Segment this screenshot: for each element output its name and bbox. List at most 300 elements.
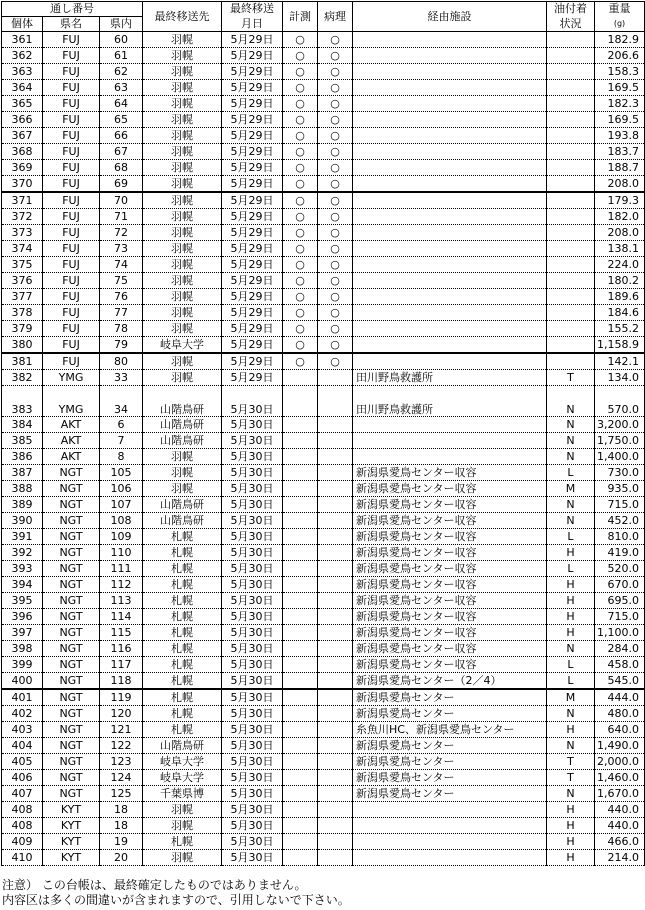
cell-weight: 1,750.0 bbox=[595, 433, 645, 449]
cell-last-date: 5月29日 bbox=[222, 241, 283, 257]
cell-weight: 810.0 bbox=[595, 529, 645, 545]
cell-prefecture: KYT bbox=[43, 802, 100, 818]
cell-last-destination: 岐阜大学 bbox=[143, 754, 222, 770]
cell-last-date: 5月30日 bbox=[222, 850, 283, 866]
cell-individual: 390 bbox=[2, 513, 43, 529]
cell-individual: 394 bbox=[2, 577, 43, 593]
cell-last-date: 5月29日 bbox=[222, 144, 283, 160]
cell-via-facility: 新潟県愛鳥センター収容 bbox=[353, 513, 547, 529]
cell-last-date: 5月29日 bbox=[222, 225, 283, 241]
cell-last-destination: 札幌 bbox=[143, 609, 222, 625]
table-row bbox=[2, 257, 645, 273]
cell-in-prefecture: 124 bbox=[100, 770, 143, 786]
cell-last-destination: 札幌 bbox=[143, 577, 222, 593]
header-oil-top: 油付着 bbox=[547, 2, 595, 17]
cell-oil: N bbox=[547, 417, 595, 433]
cell-oil: N bbox=[547, 497, 595, 513]
cell-individual: 404 bbox=[2, 738, 43, 754]
cell-last-destination: 札幌 bbox=[143, 673, 222, 690]
table-row bbox=[2, 305, 645, 321]
cell-via-facility: 新潟県愛鳥センター bbox=[353, 706, 547, 722]
cell-pathology bbox=[318, 673, 353, 690]
ledger-table bbox=[1, 1, 645, 866]
cell-last-destination: 羽幌 bbox=[143, 465, 222, 481]
cell-prefecture: AKT bbox=[43, 449, 100, 465]
cell-individual: 403 bbox=[2, 722, 43, 738]
cell-measure bbox=[283, 850, 318, 866]
cell-oil: N bbox=[547, 786, 595, 802]
cell-pathology bbox=[318, 370, 353, 386]
table-row bbox=[2, 112, 645, 128]
cell-via-facility bbox=[353, 337, 547, 354]
cell-pathology: ○ bbox=[318, 321, 353, 337]
cell-in-prefecture: 7 bbox=[100, 433, 143, 449]
cell-last-destination: 山階鳥研 bbox=[143, 497, 222, 513]
cell-individual: 382 bbox=[2, 370, 43, 386]
cell-last-destination: 羽幌 bbox=[143, 289, 222, 305]
table-row bbox=[2, 209, 645, 225]
cell-last-date: 5月29日 bbox=[222, 176, 283, 193]
cell-prefecture: AKT bbox=[43, 417, 100, 433]
cell-in-prefecture: 71 bbox=[100, 209, 143, 225]
cell-prefecture: FUJ bbox=[43, 96, 100, 112]
cell-weight: 640.0 bbox=[595, 722, 645, 738]
cell-last-date: 5月29日 bbox=[222, 160, 283, 176]
cell-last-date: 5月30日 bbox=[222, 834, 283, 850]
table-row bbox=[2, 802, 645, 818]
cell-in-prefecture: 70 bbox=[100, 192, 143, 209]
cell-measure: ○ bbox=[283, 192, 318, 209]
cell-oil bbox=[547, 128, 595, 144]
cell-measure: ○ bbox=[283, 144, 318, 160]
table-row bbox=[2, 144, 645, 160]
cell-prefecture: FUJ bbox=[43, 176, 100, 193]
cell-weight: 182.3 bbox=[595, 96, 645, 112]
cell-last-date: 5月29日 bbox=[222, 96, 283, 112]
cell-measure bbox=[283, 513, 318, 529]
cell-oil: L bbox=[547, 529, 595, 545]
cell-pathology: ○ bbox=[318, 225, 353, 241]
cell-weight: 193.8 bbox=[595, 128, 645, 144]
cell-weight: 570.0 bbox=[595, 386, 645, 417]
note-line-2: 内容区は多くの間違いが含まれますので、引用しないで下さい。 bbox=[2, 893, 350, 907]
cell-oil: N bbox=[547, 513, 595, 529]
cell-individual: 380 bbox=[2, 337, 43, 354]
cell-last-destination: 羽幌 bbox=[143, 449, 222, 465]
cell-individual: 393 bbox=[2, 561, 43, 577]
cell-prefecture: NGT bbox=[43, 738, 100, 754]
cell-pathology: ○ bbox=[318, 257, 353, 273]
cell-prefecture: YMG bbox=[43, 386, 100, 417]
cell-prefecture: NGT bbox=[43, 641, 100, 657]
cell-last-date: 5月30日 bbox=[222, 417, 283, 433]
cell-last-date: 5月30日 bbox=[222, 386, 283, 417]
cell-individual: 409 bbox=[2, 834, 43, 850]
table-row bbox=[2, 850, 645, 866]
cell-weight: 184.6 bbox=[595, 305, 645, 321]
cell-measure bbox=[283, 722, 318, 738]
cell-last-destination: 羽幌 bbox=[143, 321, 222, 337]
cell-via-facility: 新潟県愛鳥センター収容 bbox=[353, 625, 547, 641]
cell-individual: 410 bbox=[2, 850, 43, 866]
cell-prefecture: FUJ bbox=[43, 192, 100, 209]
cell-measure: ○ bbox=[283, 32, 318, 48]
cell-individual: 387 bbox=[2, 465, 43, 481]
cell-individual: 391 bbox=[2, 529, 43, 545]
table-row bbox=[2, 706, 645, 722]
cell-via-facility: 新潟県愛鳥センター収容 bbox=[353, 657, 547, 673]
cell-last-destination: 千葉県博 bbox=[143, 786, 222, 802]
cell-via-facility bbox=[353, 802, 547, 818]
cell-pathology: ○ bbox=[318, 144, 353, 160]
table-row bbox=[2, 48, 645, 64]
cell-prefecture: FUJ bbox=[43, 80, 100, 96]
table-row bbox=[2, 32, 645, 48]
cell-individual: 400 bbox=[2, 673, 43, 690]
cell-via-facility bbox=[353, 257, 547, 273]
cell-via-facility bbox=[353, 64, 547, 80]
cell-in-prefecture: 110 bbox=[100, 545, 143, 561]
cell-weight: 695.0 bbox=[595, 593, 645, 609]
cell-last-date: 5月30日 bbox=[222, 593, 283, 609]
cell-oil: H bbox=[547, 834, 595, 850]
cell-last-destination: 羽幌 bbox=[143, 144, 222, 160]
table-row bbox=[2, 657, 645, 673]
table-row bbox=[2, 593, 645, 609]
table-row bbox=[2, 738, 645, 754]
cell-pathology: ○ bbox=[318, 128, 353, 144]
cell-measure: ○ bbox=[283, 176, 318, 193]
table-body bbox=[2, 32, 645, 866]
cell-via-facility: 新潟県愛鳥センター収容 bbox=[353, 609, 547, 625]
cell-via-facility: 新潟県愛鳥センター bbox=[353, 689, 547, 706]
cell-oil bbox=[547, 176, 595, 193]
cell-weight: 1,400.0 bbox=[595, 449, 645, 465]
cell-weight: 169.5 bbox=[595, 112, 645, 128]
cell-prefecture: FUJ bbox=[43, 209, 100, 225]
cell-last-destination: 羽幌 bbox=[143, 818, 222, 834]
cell-prefecture: YMG bbox=[43, 370, 100, 386]
cell-oil: H bbox=[547, 850, 595, 866]
cell-weight: 1,100.0 bbox=[595, 625, 645, 641]
cell-measure bbox=[283, 657, 318, 673]
cell-last-date: 5月30日 bbox=[222, 513, 283, 529]
cell-via-facility bbox=[353, 96, 547, 112]
cell-last-destination: 札幌 bbox=[143, 641, 222, 657]
cell-in-prefecture: 121 bbox=[100, 722, 143, 738]
cell-measure bbox=[283, 834, 318, 850]
cell-oil bbox=[547, 353, 595, 370]
cell-measure bbox=[283, 481, 318, 497]
cell-oil: N bbox=[547, 449, 595, 465]
cell-in-prefecture: 73 bbox=[100, 241, 143, 257]
cell-in-prefecture: 19 bbox=[100, 834, 143, 850]
cell-via-facility bbox=[353, 80, 547, 96]
cell-measure bbox=[283, 786, 318, 802]
cell-weight: 158.3 bbox=[595, 64, 645, 80]
cell-pathology bbox=[318, 689, 353, 706]
cell-individual: 384 bbox=[2, 417, 43, 433]
cell-in-prefecture: 63 bbox=[100, 80, 143, 96]
cell-last-destination: 羽幌 bbox=[143, 353, 222, 370]
cell-oil bbox=[547, 144, 595, 160]
cell-pathology bbox=[318, 561, 353, 577]
cell-prefecture: NGT bbox=[43, 481, 100, 497]
cell-oil bbox=[547, 48, 595, 64]
cell-last-date: 5月30日 bbox=[222, 481, 283, 497]
cell-in-prefecture: 77 bbox=[100, 305, 143, 321]
cell-last-date: 5月30日 bbox=[222, 706, 283, 722]
cell-last-destination: 札幌 bbox=[143, 545, 222, 561]
cell-last-date: 5月29日 bbox=[222, 80, 283, 96]
cell-individual: 383 bbox=[2, 386, 43, 417]
cell-measure: ○ bbox=[283, 321, 318, 337]
cell-last-date: 5月29日 bbox=[222, 370, 283, 386]
cell-in-prefecture: 109 bbox=[100, 529, 143, 545]
cell-last-destination: 羽幌 bbox=[143, 128, 222, 144]
header-last-destination: 最終移送先 bbox=[143, 2, 222, 32]
cell-via-facility bbox=[353, 32, 547, 48]
cell-pathology bbox=[318, 657, 353, 673]
cell-individual: 365 bbox=[2, 96, 43, 112]
cell-individual: 368 bbox=[2, 144, 43, 160]
table-row bbox=[2, 465, 645, 481]
cell-measure bbox=[283, 706, 318, 722]
cell-prefecture: FUJ bbox=[43, 32, 100, 48]
notes bbox=[2, 878, 350, 908]
cell-individual: 364 bbox=[2, 80, 43, 96]
cell-weight: 545.0 bbox=[595, 673, 645, 690]
cell-prefecture: NGT bbox=[43, 513, 100, 529]
cell-oil: H bbox=[547, 818, 595, 834]
cell-last-destination: 羽幌 bbox=[143, 273, 222, 289]
cell-last-destination: 札幌 bbox=[143, 593, 222, 609]
cell-last-date: 5月30日 bbox=[222, 641, 283, 657]
cell-oil: N bbox=[547, 738, 595, 754]
cell-weight: 1,460.0 bbox=[595, 770, 645, 786]
cell-weight: 458.0 bbox=[595, 657, 645, 673]
cell-prefecture: NGT bbox=[43, 770, 100, 786]
cell-measure bbox=[283, 754, 318, 770]
table-row bbox=[2, 80, 645, 96]
cell-last-date: 5月30日 bbox=[222, 497, 283, 513]
cell-individual: 370 bbox=[2, 176, 43, 193]
cell-oil: H bbox=[547, 802, 595, 818]
cell-last-destination: 札幌 bbox=[143, 689, 222, 706]
cell-measure bbox=[283, 370, 318, 386]
table-row bbox=[2, 818, 645, 834]
cell-via-facility bbox=[353, 112, 547, 128]
cell-oil bbox=[547, 225, 595, 241]
cell-last-date: 5月29日 bbox=[222, 273, 283, 289]
cell-individual: 362 bbox=[2, 48, 43, 64]
cell-in-prefecture: 123 bbox=[100, 754, 143, 770]
cell-measure bbox=[283, 609, 318, 625]
cell-last-date: 5月29日 bbox=[222, 289, 283, 305]
cell-last-date: 5月29日 bbox=[222, 128, 283, 144]
cell-measure bbox=[283, 417, 318, 433]
cell-prefecture: NGT bbox=[43, 497, 100, 513]
cell-weight: 182.9 bbox=[595, 32, 645, 48]
cell-last-destination: 羽幌 bbox=[143, 257, 222, 273]
table-row bbox=[2, 176, 645, 193]
cell-last-destination: 羽幌 bbox=[143, 64, 222, 80]
cell-in-prefecture: 122 bbox=[100, 738, 143, 754]
cell-oil bbox=[547, 257, 595, 273]
cell-oil bbox=[547, 192, 595, 209]
cell-last-destination: 羽幌 bbox=[143, 850, 222, 866]
cell-pathology: ○ bbox=[318, 48, 353, 64]
cell-individual: 374 bbox=[2, 241, 43, 257]
table-row bbox=[2, 433, 645, 449]
cell-weight: 715.0 bbox=[595, 609, 645, 625]
cell-last-destination: 札幌 bbox=[143, 722, 222, 738]
cell-pathology bbox=[318, 818, 353, 834]
cell-via-facility: 新潟県愛鳥センター bbox=[353, 770, 547, 786]
cell-via-facility: 新潟県愛鳥センター収容 bbox=[353, 545, 547, 561]
cell-pathology bbox=[318, 513, 353, 529]
cell-last-date: 5月30日 bbox=[222, 545, 283, 561]
header-last-date-bottom: 月日 bbox=[222, 17, 283, 32]
cell-last-destination: 羽幌 bbox=[143, 176, 222, 193]
cell-via-facility bbox=[353, 449, 547, 465]
weight-unit: (g) bbox=[613, 19, 626, 29]
cell-prefecture: NGT bbox=[43, 786, 100, 802]
cell-in-prefecture: 119 bbox=[100, 689, 143, 706]
cell-last-date: 5月29日 bbox=[222, 32, 283, 48]
cell-in-prefecture: 115 bbox=[100, 625, 143, 641]
cell-via-facility bbox=[353, 241, 547, 257]
cell-oil bbox=[547, 321, 595, 337]
cell-pathology bbox=[318, 754, 353, 770]
cell-in-prefecture: 76 bbox=[100, 289, 143, 305]
cell-weight: 183.7 bbox=[595, 144, 645, 160]
cell-pathology bbox=[318, 738, 353, 754]
cell-pathology: ○ bbox=[318, 112, 353, 128]
cell-prefecture: NGT bbox=[43, 706, 100, 722]
table-row bbox=[2, 497, 645, 513]
cell-pathology bbox=[318, 834, 353, 850]
cell-weight: 1,670.0 bbox=[595, 786, 645, 802]
table-row bbox=[2, 561, 645, 577]
cell-individual: 375 bbox=[2, 257, 43, 273]
cell-measure: ○ bbox=[283, 209, 318, 225]
cell-prefecture: FUJ bbox=[43, 112, 100, 128]
cell-oil bbox=[547, 209, 595, 225]
cell-oil: T bbox=[547, 770, 595, 786]
cell-prefecture: NGT bbox=[43, 657, 100, 673]
cell-via-facility bbox=[353, 818, 547, 834]
cell-oil: H bbox=[547, 545, 595, 561]
cell-prefecture: NGT bbox=[43, 722, 100, 738]
cell-via-facility: 新潟県愛鳥センター収容 bbox=[353, 641, 547, 657]
cell-individual: 408 bbox=[2, 802, 43, 818]
cell-in-prefecture: 67 bbox=[100, 144, 143, 160]
cell-last-destination: 羽幌 bbox=[143, 32, 222, 48]
cell-individual: 379 bbox=[2, 321, 43, 337]
cell-individual: 388 bbox=[2, 481, 43, 497]
header-oil-bottom: 状況 bbox=[547, 17, 595, 32]
header-individual: 個体 bbox=[2, 17, 43, 32]
cell-weight: 180.2 bbox=[595, 273, 645, 289]
cell-pathology bbox=[318, 641, 353, 657]
cell-individual: 401 bbox=[2, 689, 43, 706]
cell-via-facility bbox=[353, 289, 547, 305]
cell-oil bbox=[547, 273, 595, 289]
cell-weight: 2,000.0 bbox=[595, 754, 645, 770]
cell-weight: 452.0 bbox=[595, 513, 645, 529]
cell-measure: ○ bbox=[283, 337, 318, 354]
cell-oil bbox=[547, 32, 595, 48]
cell-weight: 284.0 bbox=[595, 641, 645, 657]
cell-oil: H bbox=[547, 577, 595, 593]
cell-prefecture: NGT bbox=[43, 593, 100, 609]
cell-weight: 155.2 bbox=[595, 321, 645, 337]
cell-in-prefecture: 113 bbox=[100, 593, 143, 609]
cell-last-destination: 羽幌 bbox=[143, 802, 222, 818]
cell-weight: 520.0 bbox=[595, 561, 645, 577]
cell-last-destination: 岐阜大学 bbox=[143, 770, 222, 786]
cell-measure bbox=[283, 577, 318, 593]
cell-last-date: 5月29日 bbox=[222, 337, 283, 354]
cell-in-prefecture: 68 bbox=[100, 160, 143, 176]
cell-in-prefecture: 108 bbox=[100, 513, 143, 529]
cell-via-facility: 糸魚川HC、新潟県愛鳥センター bbox=[353, 722, 547, 738]
cell-oil: L bbox=[547, 657, 595, 673]
table-row bbox=[2, 722, 645, 738]
cell-in-prefecture: 105 bbox=[100, 465, 143, 481]
cell-individual: 369 bbox=[2, 160, 43, 176]
cell-pathology: ○ bbox=[318, 96, 353, 112]
header-via-facility: 経由施設 bbox=[353, 2, 547, 32]
cell-individual: 377 bbox=[2, 289, 43, 305]
cell-measure bbox=[283, 386, 318, 417]
cell-individual: 371 bbox=[2, 192, 43, 209]
cell-last-date: 5月29日 bbox=[222, 192, 283, 209]
cell-last-destination: 羽幌 bbox=[143, 48, 222, 64]
table-row bbox=[2, 64, 645, 80]
cell-prefecture: FUJ bbox=[43, 321, 100, 337]
cell-measure: ○ bbox=[283, 273, 318, 289]
cell-weight: 444.0 bbox=[595, 689, 645, 706]
cell-last-destination: 山階鳥研 bbox=[143, 386, 222, 417]
cell-in-prefecture: 75 bbox=[100, 273, 143, 289]
cell-last-destination: 山階鳥研 bbox=[143, 738, 222, 754]
cell-pathology bbox=[318, 786, 353, 802]
cell-oil: L bbox=[547, 673, 595, 690]
cell-in-prefecture: 69 bbox=[100, 176, 143, 193]
cell-last-date: 5月30日 bbox=[222, 561, 283, 577]
cell-individual: 361 bbox=[2, 32, 43, 48]
table-row bbox=[2, 545, 645, 561]
cell-pathology bbox=[318, 770, 353, 786]
cell-individual: 381 bbox=[2, 353, 43, 370]
table-row bbox=[2, 577, 645, 593]
cell-last-destination: 山階鳥研 bbox=[143, 433, 222, 449]
cell-prefecture: FUJ bbox=[43, 273, 100, 289]
table-row bbox=[2, 481, 645, 497]
cell-via-facility: 新潟県愛鳥センター収容 bbox=[353, 593, 547, 609]
cell-individual: 398 bbox=[2, 641, 43, 657]
cell-via-facility: 田川野鳥救護所 bbox=[353, 386, 547, 417]
cell-prefecture: AKT bbox=[43, 433, 100, 449]
cell-weight: 440.0 bbox=[595, 818, 645, 834]
cell-measure bbox=[283, 641, 318, 657]
cell-oil bbox=[547, 64, 595, 80]
table-row bbox=[2, 673, 645, 690]
cell-oil: T bbox=[547, 754, 595, 770]
cell-individual: 392 bbox=[2, 545, 43, 561]
